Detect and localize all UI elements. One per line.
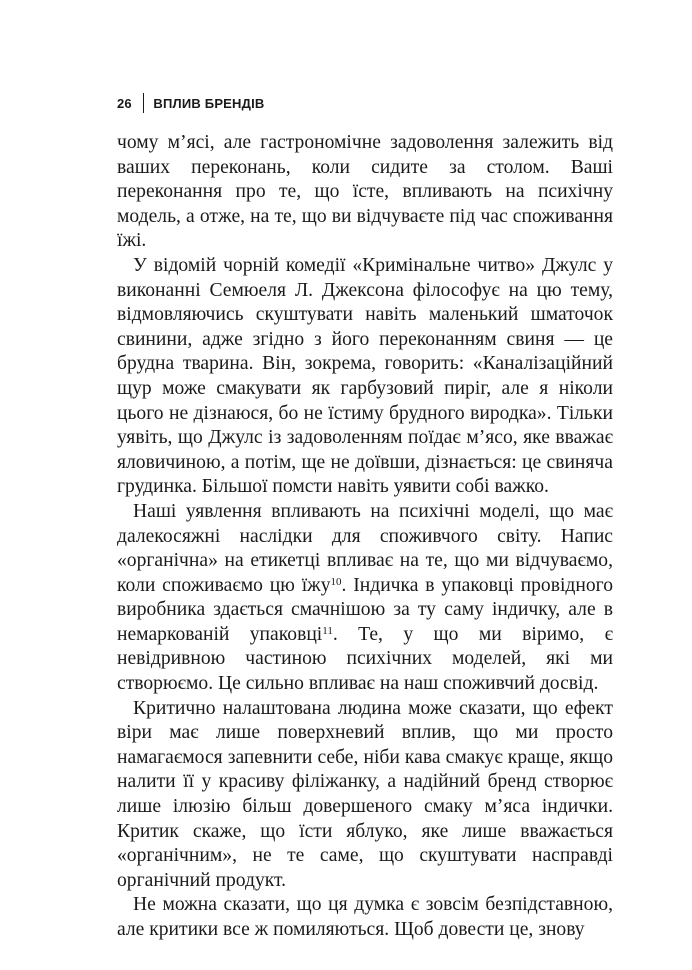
paragraph-text: Наші уявлення впливають на психічні моделі, що має далекосяжні наслідки для споживчого світу. Напис «органічна» на етикетці впливає на те, що ми відчуваємо, коли споживаємо цю їжу xyxy=(117,500,613,596)
paragraph: чому м’ясі, але гастрономічне задоволення залежить від ваших переконань, коли сидите за столом. Ваші переконання про те, що їсте, впливають на психічну модель, а отже, на те, що ви відчуваєте під час споживання їжі. xyxy=(117,132,613,252)
page-body xyxy=(117,131,613,943)
paragraph xyxy=(117,500,613,697)
paragraph: Критично налаштована людина може сказати, що ефект віри має лише поверхневий вплив, що ми просто намагаємося запевнити себе, ніби кава смакує краще, якщо налити її у красиву філіжанку, а надійний бренд створює лише ілюзію більш довершеного смаку м’яса індички. Критик скаже, що їсти яблуко, яке лише вважається «органічним», не те саме, що скуштувати насправді органічний продукт. xyxy=(117,697,613,891)
header-divider xyxy=(143,93,145,113)
paragraph: У відомій чорній комедії «Кримінальне читво» Джулс у виконанні Семюеля Л. Джексона філософує на цю тему, відмовляючись скуштувати навіть маленький шматочок свинини, адже згідно з його переконанням свиня — це брудна тварина. Він, зокрема, говорить: «Каналізаційний щур може смакувати як гарбузовий пиріг, але я ніколи цього не дізнаюся, бо не їстиму брудного виродка». Тільки уявіть, що Джулс із задоволенням поїдає м’ясо, яке вважає яловичиною, а потім, ще не доївши, дізнається: це свиняча грудинка. Більшої помсти навіть уявити собі важко. xyxy=(117,254,613,498)
running-title: ВПЛИВ БРЕНДІВ xyxy=(153,95,265,111)
paragraph-text: . Те, у що ми віримо, є невідривною частиною психічних моделей, які ми створюємо. Це сильно впливає на наш споживчий досвід. xyxy=(117,623,613,695)
footnote-ref: 10 xyxy=(330,575,342,588)
running-header xyxy=(117,92,265,114)
footnote-ref: 11 xyxy=(322,624,333,637)
paragraph-text: . Індичка в упаковці провідного виробника здається смачнішою за ту саму індичку, але в немаркованій упаковці xyxy=(117,574,614,645)
paragraph: Не можна сказати, що ця думка є зовсім безпідставною, але критики все ж помиляються. Щоб довести це, знову xyxy=(117,894,613,940)
page-number: 26 xyxy=(117,95,132,111)
